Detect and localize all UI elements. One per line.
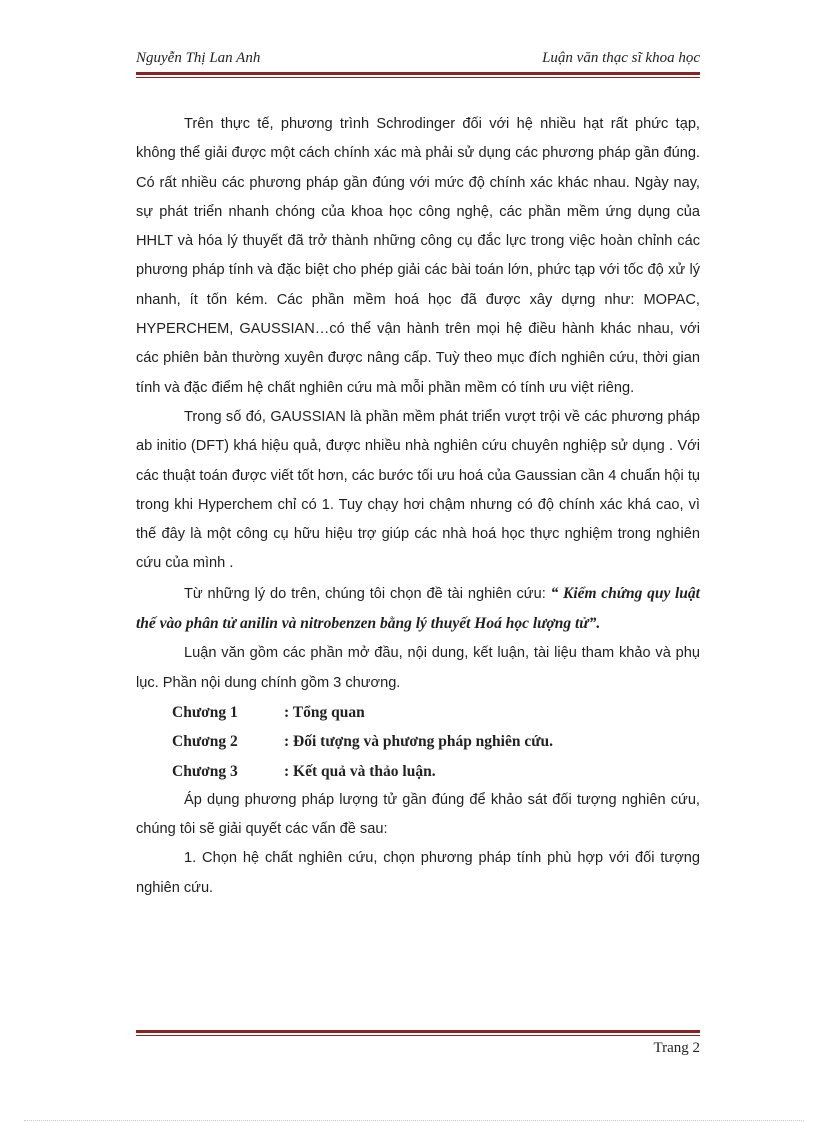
page-bottom-edge	[24, 1120, 804, 1121]
chapter-number: Chương 3	[172, 762, 238, 780]
page-number: Trang 2	[653, 1040, 700, 1056]
chapter-row-2	[136, 727, 700, 756]
paragraph-3	[136, 579, 700, 640]
chapter-title: : Đối tượng và phương pháp nghiên cứu.	[284, 733, 554, 751]
header-doc-type: Luận văn thạc sĩ khoa học	[542, 50, 700, 66]
body-content	[136, 110, 700, 903]
chapter-title: : Tổng quan	[284, 703, 365, 721]
header-author: Nguyễn Thị Lan Anh	[136, 50, 261, 66]
chapter-number: Chương 1	[172, 703, 238, 721]
chapter-title: : Kết quả và thảo luận.	[284, 762, 436, 780]
footer-rule-thin	[136, 1035, 700, 1036]
thesis-title-quote: “ Kiểm chứng quy luật thế vào phân tử anilin và nitrobenzen bằng lý thuyết Hoá học lượng tử”.	[136, 584, 700, 633]
paragraph-4: Luận văn gồm các phần mở đầu, nội dung, kết luận, tài liệu tham khảo và phụ lục. Phần nội dung chính gồm 3 chương.	[136, 645, 700, 691]
footer-rule-thick	[136, 1030, 700, 1033]
chapter-row-1	[136, 698, 700, 727]
chapter-number: Chương 2	[172, 733, 238, 751]
page-header	[136, 50, 700, 70]
paragraph-3-intro: Từ những lý do trên, chúng tôi chọn đề tài nghiên cứu:	[184, 585, 551, 602]
header-rule-thick	[136, 72, 700, 75]
paragraph-6: 1. Chọn hệ chất nghiên cứu, chọn phương pháp tính phù hợp với đối tượng nghiên cứu.	[136, 850, 700, 896]
header-rule-thin	[136, 77, 700, 78]
paragraph-5: Áp dụng phương pháp lượng tử gần đúng để khảo sát đối tượng nghiên cứu, chúng tôi sẽ giải quyết các vấn đề sau:	[136, 791, 700, 838]
chapter-row-3	[136, 757, 700, 786]
paragraph-2: Trong số đó, GAUSSIAN là phần mềm phát triển vượt trội về các phương pháp ab initio (DFT) khá hiệu quả, được nhiều nhà nghiên cứu chuyên nghiệp sử dụng . Với các thuật toán được viết tốt hơn, các bước tối ưu hoá của Gaussian cần 4 chuẩn hội tụ trong khi Hyperchem chỉ có 1. Tuy chạy hơi chậm nhưng có độ chính xác khá cao, vì thế đây là một công cụ hữu hiệu trợ giúp các nhà hoá học thực nghiệm trong nghiên cứu của mình .	[136, 408, 700, 572]
paragraph-1: Trên thực tế, phương trình Schrodinger đối với hệ nhiều hạt rất phức tạp, không thể giải được một cách chính xác mà phải sử dụng các phương pháp gần đúng. Có rất nhiều các phương pháp gần đúng với mức độ chính xác khác nhau. Ngày nay, sự phát triển nhanh chóng của khoa học công nghệ, các phần mềm ứng dụng của HHLT và hóa lý thuyết đã trở thành những công cụ đắc lực trong việc hoàn chỉnh các phương pháp tính và đặc biệt cho phép giải các bài toán lớn, phức tạp với tốc độ xử lý nhanh, ít tốn kém. Các phần mềm hoá học đã được xây dựng như: MOPAC, HYPERCHEM, GAUSSIAN…có thể vận hành trên mọi hệ điều hành khác nhau, với các phiên bản thường xuyên được nâng cấp. Tuỳ theo mục đích nghiên cứu, thời gian tính và đặc điểm hệ chất nghiên cứu mà mỗi phần mềm có tính ưu việt riêng.	[136, 116, 700, 396]
